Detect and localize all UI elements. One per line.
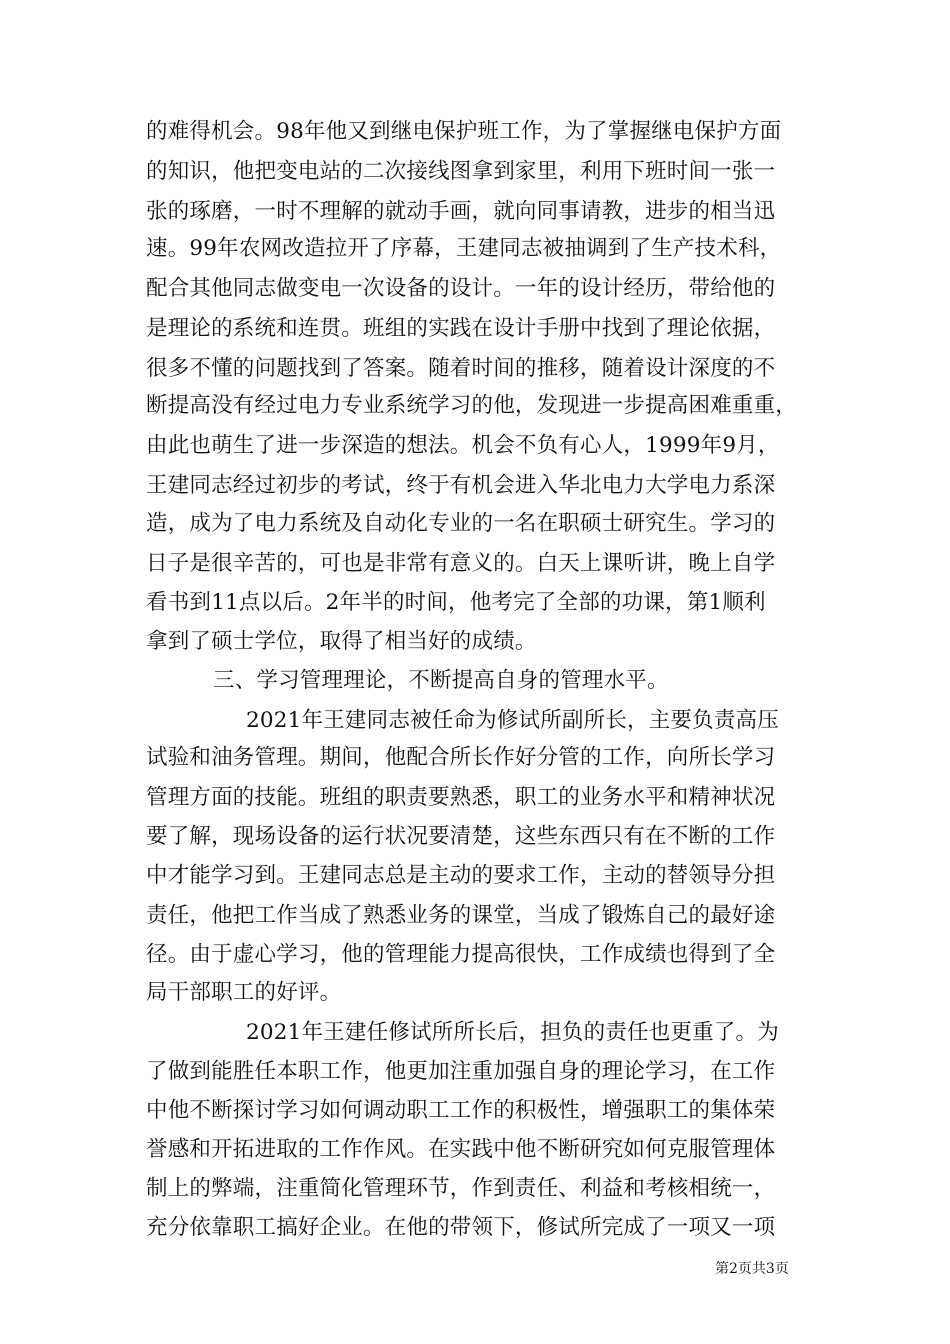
text-line: 看书到11点以后。2年半的时间，他考完了全部的功课，第1顺利 bbox=[146, 590, 766, 615]
text-line: 制上的弊端，注重简化管理环节，作到责任、利益和考核相统一， bbox=[146, 1176, 776, 1201]
text-line: 的难得机会。98年他又到继电保护班工作，为了掌握继电保护方面 bbox=[146, 119, 782, 144]
text-line: 断提高没有经过电力专业系统学习的他，发现进一步提高困难重重， bbox=[146, 393, 798, 418]
text-line: 中才能学习到。王建同志总是主动的要求工作，主动的替领导分担 bbox=[146, 863, 776, 888]
text-line: 充分依靠职工搞好企业。在他的带领下，修试所完成了一项又一项 bbox=[146, 1215, 776, 1240]
text-line: 中他不断探讨学习如何调动职工工作的积极性，增强职工的集体荣 bbox=[146, 1098, 776, 1123]
section-heading: 三、学习管理理论，不断提高自身的管理水平。 bbox=[213, 668, 669, 693]
text-line: 由此也萌生了进一步深造的想法。机会不负有心人，1999年9月， bbox=[146, 433, 780, 458]
text-line: 配合其他同志做变电一次设备的设计。一年的设计经历，带给他的 bbox=[146, 276, 776, 301]
paragraph-first-line: 2021年王建任修试所所长后，担负的责任也更重了。为 bbox=[246, 1020, 779, 1045]
text-line: 日子是很辛苦的，可也是非常有意义的。白天上课听讲，晚上自学 bbox=[146, 551, 776, 576]
text-line: 径。由于虚心学习，他的管理能力提高很快，工作成绩也得到了全 bbox=[146, 942, 776, 967]
paragraph-first-line: 2021年王建同志被任命为修试所副所长，主要负责高压 bbox=[246, 708, 779, 733]
text-line: 是理论的系统和连贯。班组的实践在设计手册中找到了理论依据， bbox=[146, 316, 776, 341]
text-line: 要了解，现场设备的运行状况要清楚，这些东西只有在不断的工作 bbox=[146, 824, 776, 849]
text-line: 誉感和开拓进取的工作作风。在实践中他不断研究如何克服管理体 bbox=[146, 1137, 776, 1162]
text-line: 管理方面的技能。班组的职责要熟悉，职工的业务水平和精神状况 bbox=[146, 785, 776, 810]
text-line: 的知识，他把变电站的二次接线图拿到家里，利用下班时间一张一 bbox=[146, 159, 776, 184]
text-line: 速。99年农网改造拉开了序幕，王建同志被抽调到了生产技术科， bbox=[146, 236, 782, 261]
text-line: 试验和油务管理。期间，他配合所长作好分管的工作，向所长学习 bbox=[146, 745, 776, 770]
text-line: 王建同志经过初步的考试，终于有机会进入华北电力大学电力系深 bbox=[146, 473, 776, 498]
text-line: 造，成为了电力系统及自动化专业的一名在职硕士研究生。学习的 bbox=[146, 511, 776, 536]
text-line: 很多不懂的问题找到了答案。随着时间的推移，随着设计深度的不 bbox=[146, 356, 776, 381]
text-line: 责任，他把工作当成了熟悉业务的课堂，当成了锻炼自己的最好途 bbox=[146, 903, 776, 928]
text-line: 拿到了硕士学位，取得了相当好的成绩。 bbox=[146, 629, 537, 654]
text-line: 局干部职工的好评。 bbox=[146, 980, 342, 1005]
text-line: 张的琢磨，一时不理解的就动手画，就向同事请教，进步的相当迅 bbox=[146, 199, 776, 224]
text-line: 了做到能胜任本职工作，他更加注重加强自身的理论学习，在工作 bbox=[146, 1059, 776, 1084]
page-number: 第2页共3页 bbox=[715, 1261, 789, 1277]
